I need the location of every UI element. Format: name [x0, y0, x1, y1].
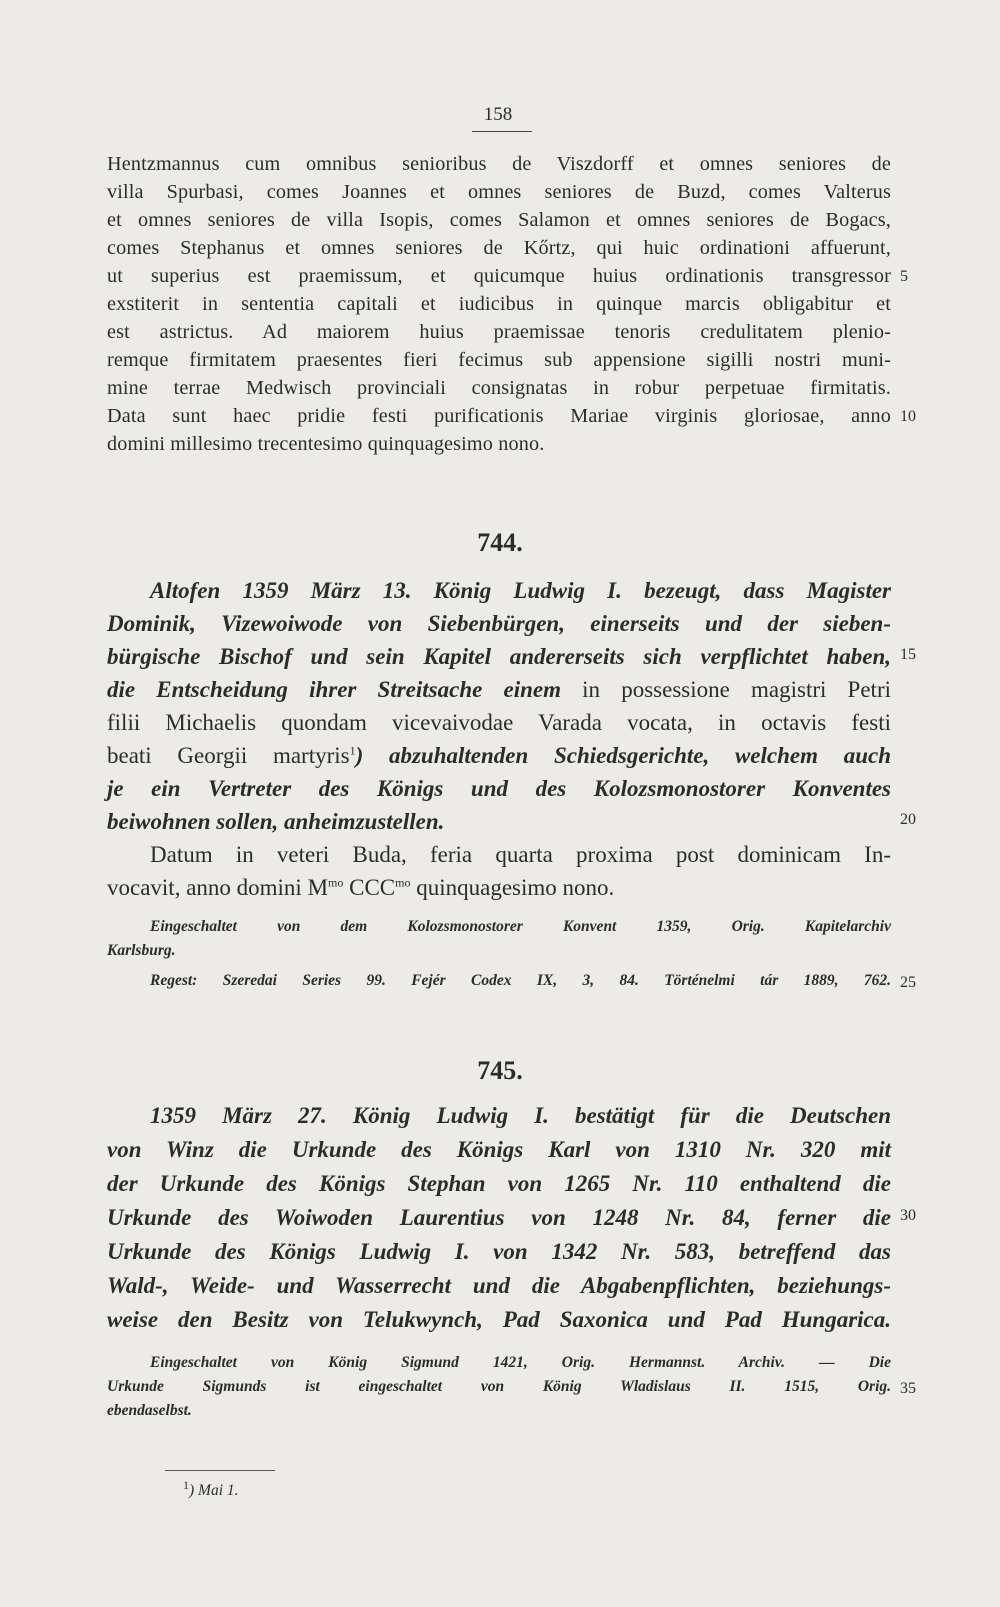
footnote: [183, 1478, 239, 1500]
body-upright: beati Georgii martyris: [107, 743, 350, 768]
datum-sup: mo: [395, 875, 411, 890]
source-note: Karlsburg.: [107, 942, 176, 959]
summary-line: beiwohnen sollen, anheimzustellen.: [107, 809, 445, 834]
text-line: villa Spurbasi, comes Joannes et omnes seniores de Buzd, comes Valterus: [107, 181, 891, 203]
text-line: et omnes seniores de villa Isopis, comes Salamon et omnes seniores de Bogacs,: [107, 209, 891, 231]
text-line: comes Stephanus et omnes seniores de Kőrtz, qui huic ordinationi affuerunt,: [107, 237, 891, 259]
datum-part: vocavit, anno domini M: [107, 875, 329, 900]
margin-line-number: 35: [900, 1380, 916, 1397]
footnote-text: ) Mai 1.: [189, 1482, 239, 1500]
summary-line: von Winz die Urkunde des Königs Karl von 1310 Nr. 320 mit: [107, 1137, 891, 1162]
page-number-rule: [472, 131, 532, 132]
margin-line-number: 10: [900, 408, 916, 425]
summary-line: Dominik, Vizewoiwode von Siebenbürgen, einerseits und der sieben-: [107, 611, 891, 636]
text-line: remque firmitatem praesentes fieri fecimus sub appensione sigilli nostri muni-: [107, 349, 891, 371]
document-number: 745.: [477, 1056, 523, 1085]
datum-part: CCC: [343, 875, 396, 900]
margin-line-number: 5: [900, 268, 908, 285]
text-line: Hentzmannus cum omnibus senioribus de Viszdorff et omnes seniores de: [107, 153, 891, 175]
footnote-ref: 1: [349, 743, 356, 758]
margin-line-number: 25: [900, 974, 916, 991]
margin-line-number: 20: [900, 811, 916, 828]
source-note: Urkunde Sigmunds ist eingeschaltet von König Wladislaus II. 1515, Orig.: [107, 1378, 891, 1395]
datum-line: Datum in veteri Buda, feria quarta proxima post dominicam In-: [150, 842, 891, 867]
datum-sup: mo: [328, 875, 344, 890]
text-line: exstiterit in sententia capitali et iudicibus in quinque marcis obligabitur et: [107, 293, 891, 315]
summary-line: bürgische Bischof und sein Kapitel andererseits sich verpflichtet haben,: [107, 644, 891, 669]
page-number: 158: [483, 104, 513, 125]
margin-line-number: 30: [900, 1207, 916, 1224]
body-line: [107, 743, 891, 769]
summary-line: [107, 677, 891, 703]
text-line: ut superius est praemissum, et quicumque huius ordinationis transgressor: [107, 265, 891, 287]
summary-line: Urkunde des Woiwoden Laurentius von 1248 Nr. 84, ferner die: [107, 1205, 891, 1230]
datum-part: quinquagesimo nono.: [410, 875, 615, 900]
regest-note: Regest: Szeredai Series 99. Fejér Codex IX, 3, 84. Történelmi tár 1889, 762.: [150, 972, 891, 989]
summary-line: Urkunde des Königs Ludwig I. von 1342 Nr. 583, betreffend das: [107, 1239, 891, 1264]
summary-italic: ) abzuhaltenden Schiedsgerichte, welchem auch: [355, 743, 891, 768]
text-line: mine terrae Medwisch provinciali consignatas in robur perpetuae firmitatis.: [107, 377, 891, 399]
summary-line: der Urkunde des Königs Stephan von 1265 Nr. 110 enthaltend die: [107, 1171, 891, 1196]
footnote-rule: [165, 1470, 275, 1471]
summary-italic: die Entscheidung ihrer Streitsache einem: [107, 677, 561, 702]
margin-line-number: 15: [900, 646, 916, 663]
summary-line: 1359 März 27. König Ludwig I. bestätigt für die Deutschen: [150, 1103, 891, 1128]
summary-line: Wald-, Weide- und Wasserrecht und die Abgabenpflichten, beziehungs-: [107, 1273, 891, 1298]
summary-line: je ein Vertreter des Königs und des Kolozsmonostorer Konventes: [107, 776, 891, 801]
source-note: Eingeschaltet von dem Kolozsmonostorer Konvent 1359, Orig. Kapitelarchiv: [150, 918, 891, 935]
summary-line: Altofen 1359 März 13. König Ludwig I. bezeugt, dass Magister: [150, 578, 891, 603]
body-line: filii Michaelis quondam vicevaivodae Varada vocata, in octavis festi: [107, 710, 891, 735]
summary-line: weise den Besitz von Telukwynch, Pad Saxonica und Pad Hungarica.: [107, 1307, 891, 1332]
datum-line: [107, 875, 891, 901]
text-line: domini millesimo trecentesimo quinquagesimo nono.: [107, 433, 545, 455]
text-line: est astrictus. Ad maiorem huius praemissae tenoris credulitatem plenio-: [107, 321, 891, 343]
source-note: ebendaselbst.: [107, 1402, 192, 1419]
footnote-mark: 1: [183, 1478, 189, 1492]
document-number: 744.: [477, 528, 523, 557]
text-line: Data sunt haec pridie festi purificationis Mariae virginis gloriosae, anno: [107, 405, 891, 427]
summary-upright: in possessione magistri Petri: [561, 677, 891, 702]
source-note: Eingeschaltet von König Sigmund 1421, Orig. Hermannst. Archiv. — Die: [150, 1354, 891, 1371]
